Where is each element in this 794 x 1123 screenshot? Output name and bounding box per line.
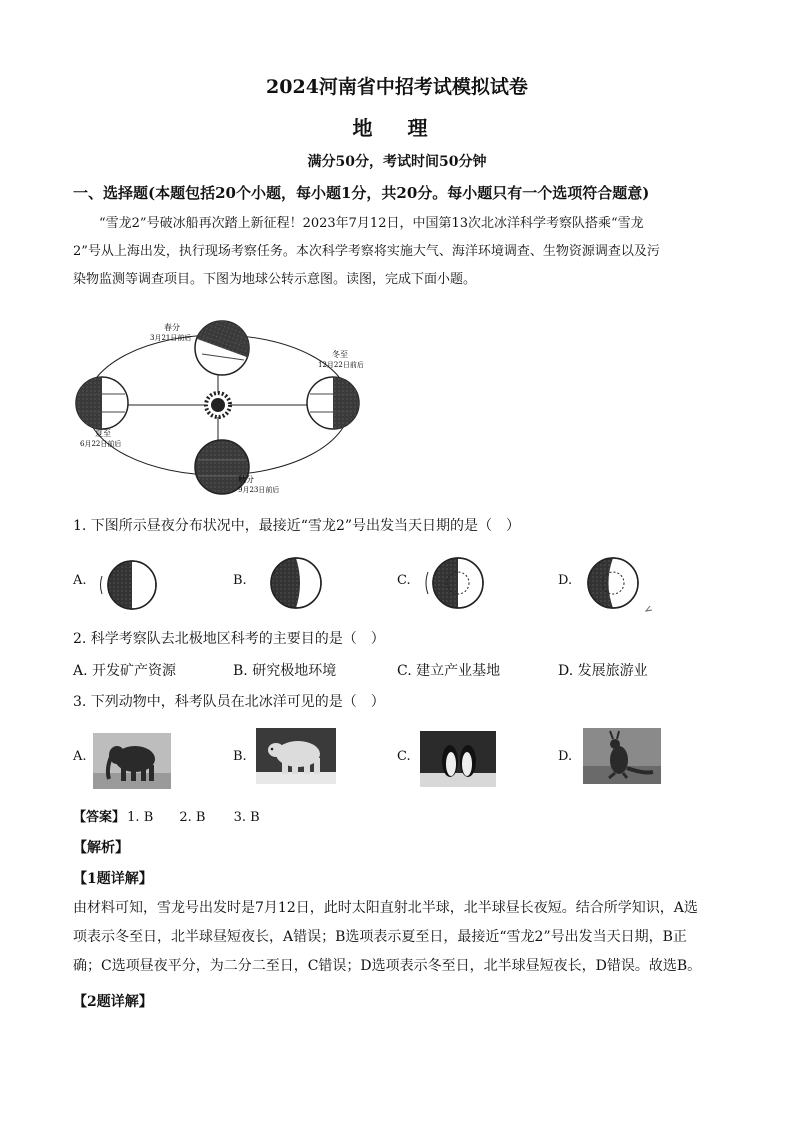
elephant-image[interactable] [93, 733, 171, 789]
q3-option-d-label[interactable]: D. [558, 749, 573, 764]
earth-orbit-diagram [70, 310, 370, 500]
q1-option-c-globe[interactable] [418, 556, 488, 612]
q1-option-d-globe[interactable] [580, 556, 656, 616]
q1-option-a-globe[interactable] [97, 558, 159, 612]
q1-option-b-globe[interactable] [256, 556, 326, 612]
q1-option-b-label[interactable]: B. [233, 573, 247, 588]
label-winter: 冬至 [332, 350, 348, 359]
detail1-line: 由材料可知，雪龙号出发时是7月12日，此时太阳直射北半球，北半球昼长夜短。结合所学知识，A选 [73, 900, 698, 916]
passage-line: 2”号从上海出发，执行现场考察任务。本次科学考察将实施大气、海洋环境调查、生物资源调查以及污 [73, 244, 660, 259]
sun-icon [206, 393, 230, 417]
question-1: 1. 下图所示昼夜分布状况中，最接近“雪龙2”号出发当天日期的是（ ） [73, 518, 521, 534]
label-spring: 春分 [164, 323, 180, 332]
polar-bear-image[interactable] [256, 728, 336, 784]
detail1-label: 【1题详解】 [73, 871, 153, 887]
exam-info: 满分50分，考试时间50分钟 [307, 154, 487, 170]
passage-line: “雪龙2”号破冰船再次踏上新征程！2023年7月12日，中国第13次北冰洋科学考察队搭乘“雪龙 [99, 216, 644, 231]
subject-title: 地 理 [352, 116, 442, 140]
label-autumn: 秋分 [238, 475, 254, 484]
answer-item: 1. B [127, 810, 154, 825]
q2-option-d[interactable]: D. 发展旅游业 [558, 663, 648, 679]
label-summer: 夏至 [95, 429, 111, 438]
q3-option-b-label[interactable]: B. [233, 749, 247, 764]
globe-spring [195, 313, 257, 375]
answer-item: 2. B [179, 810, 206, 825]
q2-option-a[interactable]: A. 开发矿产资源 [73, 663, 177, 679]
q1-option-d-label[interactable]: D. [558, 573, 573, 588]
page-title: 2024河南省中招考试模拟试卷 [266, 76, 528, 98]
kangaroo-image[interactable] [583, 728, 661, 784]
q3-option-c-label[interactable]: C. [397, 749, 411, 764]
detail1-line: 确；C选项昼夜平分，为二分二至日，C错误；D选项表示冬至日，北半球昼短夜长，D错误。故选B。 [73, 958, 702, 974]
answer-label: 【答案】 [73, 810, 126, 825]
globe-winter [307, 377, 359, 429]
analysis-label: 【解析】 [73, 840, 129, 856]
q2-option-c[interactable]: C. 建立产业基地 [397, 663, 501, 679]
detail1-line: 项表示冬至日，北半球昼短夜长，A错误；B选项表示夏至日，最接近“雪龙2”号出发当天日期，B正 [73, 929, 687, 945]
penguins-image[interactable] [420, 731, 496, 787]
q2-option-b[interactable]: B. 研究极地环境 [233, 663, 337, 679]
passage-line: 染物监测等调查项目。下图为地球公转示意图。读图，完成下面小题。 [73, 272, 477, 287]
section-heading: 一、选择题(本题包括20个小题，每小题1分，共20分。每小题只有一个选项符合题意) [73, 184, 650, 202]
answer-item: 3. B [233, 810, 260, 825]
q1-option-c-label[interactable]: C. [397, 573, 411, 588]
q3-option-a-label[interactable]: A. [73, 749, 87, 764]
label-spring-date: 3月21日前后 [150, 334, 192, 342]
q1-option-a-label[interactable]: A. [73, 573, 87, 588]
passage [73, 210, 723, 294]
label-winter-date: 12月22日前后 [318, 361, 364, 369]
question-3: 3. 下列动物中，科考队员在北冰洋可见的是（ ） [73, 694, 385, 710]
label-autumn-date: 9月23日前后 [238, 486, 280, 494]
answer-line [73, 806, 260, 825]
detail2-label: 【2题详解】 [73, 994, 153, 1010]
label-summer-date: 6月22日前后 [80, 440, 122, 448]
globe-summer [76, 377, 128, 429]
question-2: 2. 科学考察队去北极地区科考的主要目的是（ ） [73, 631, 385, 647]
detail1-text [73, 894, 723, 981]
